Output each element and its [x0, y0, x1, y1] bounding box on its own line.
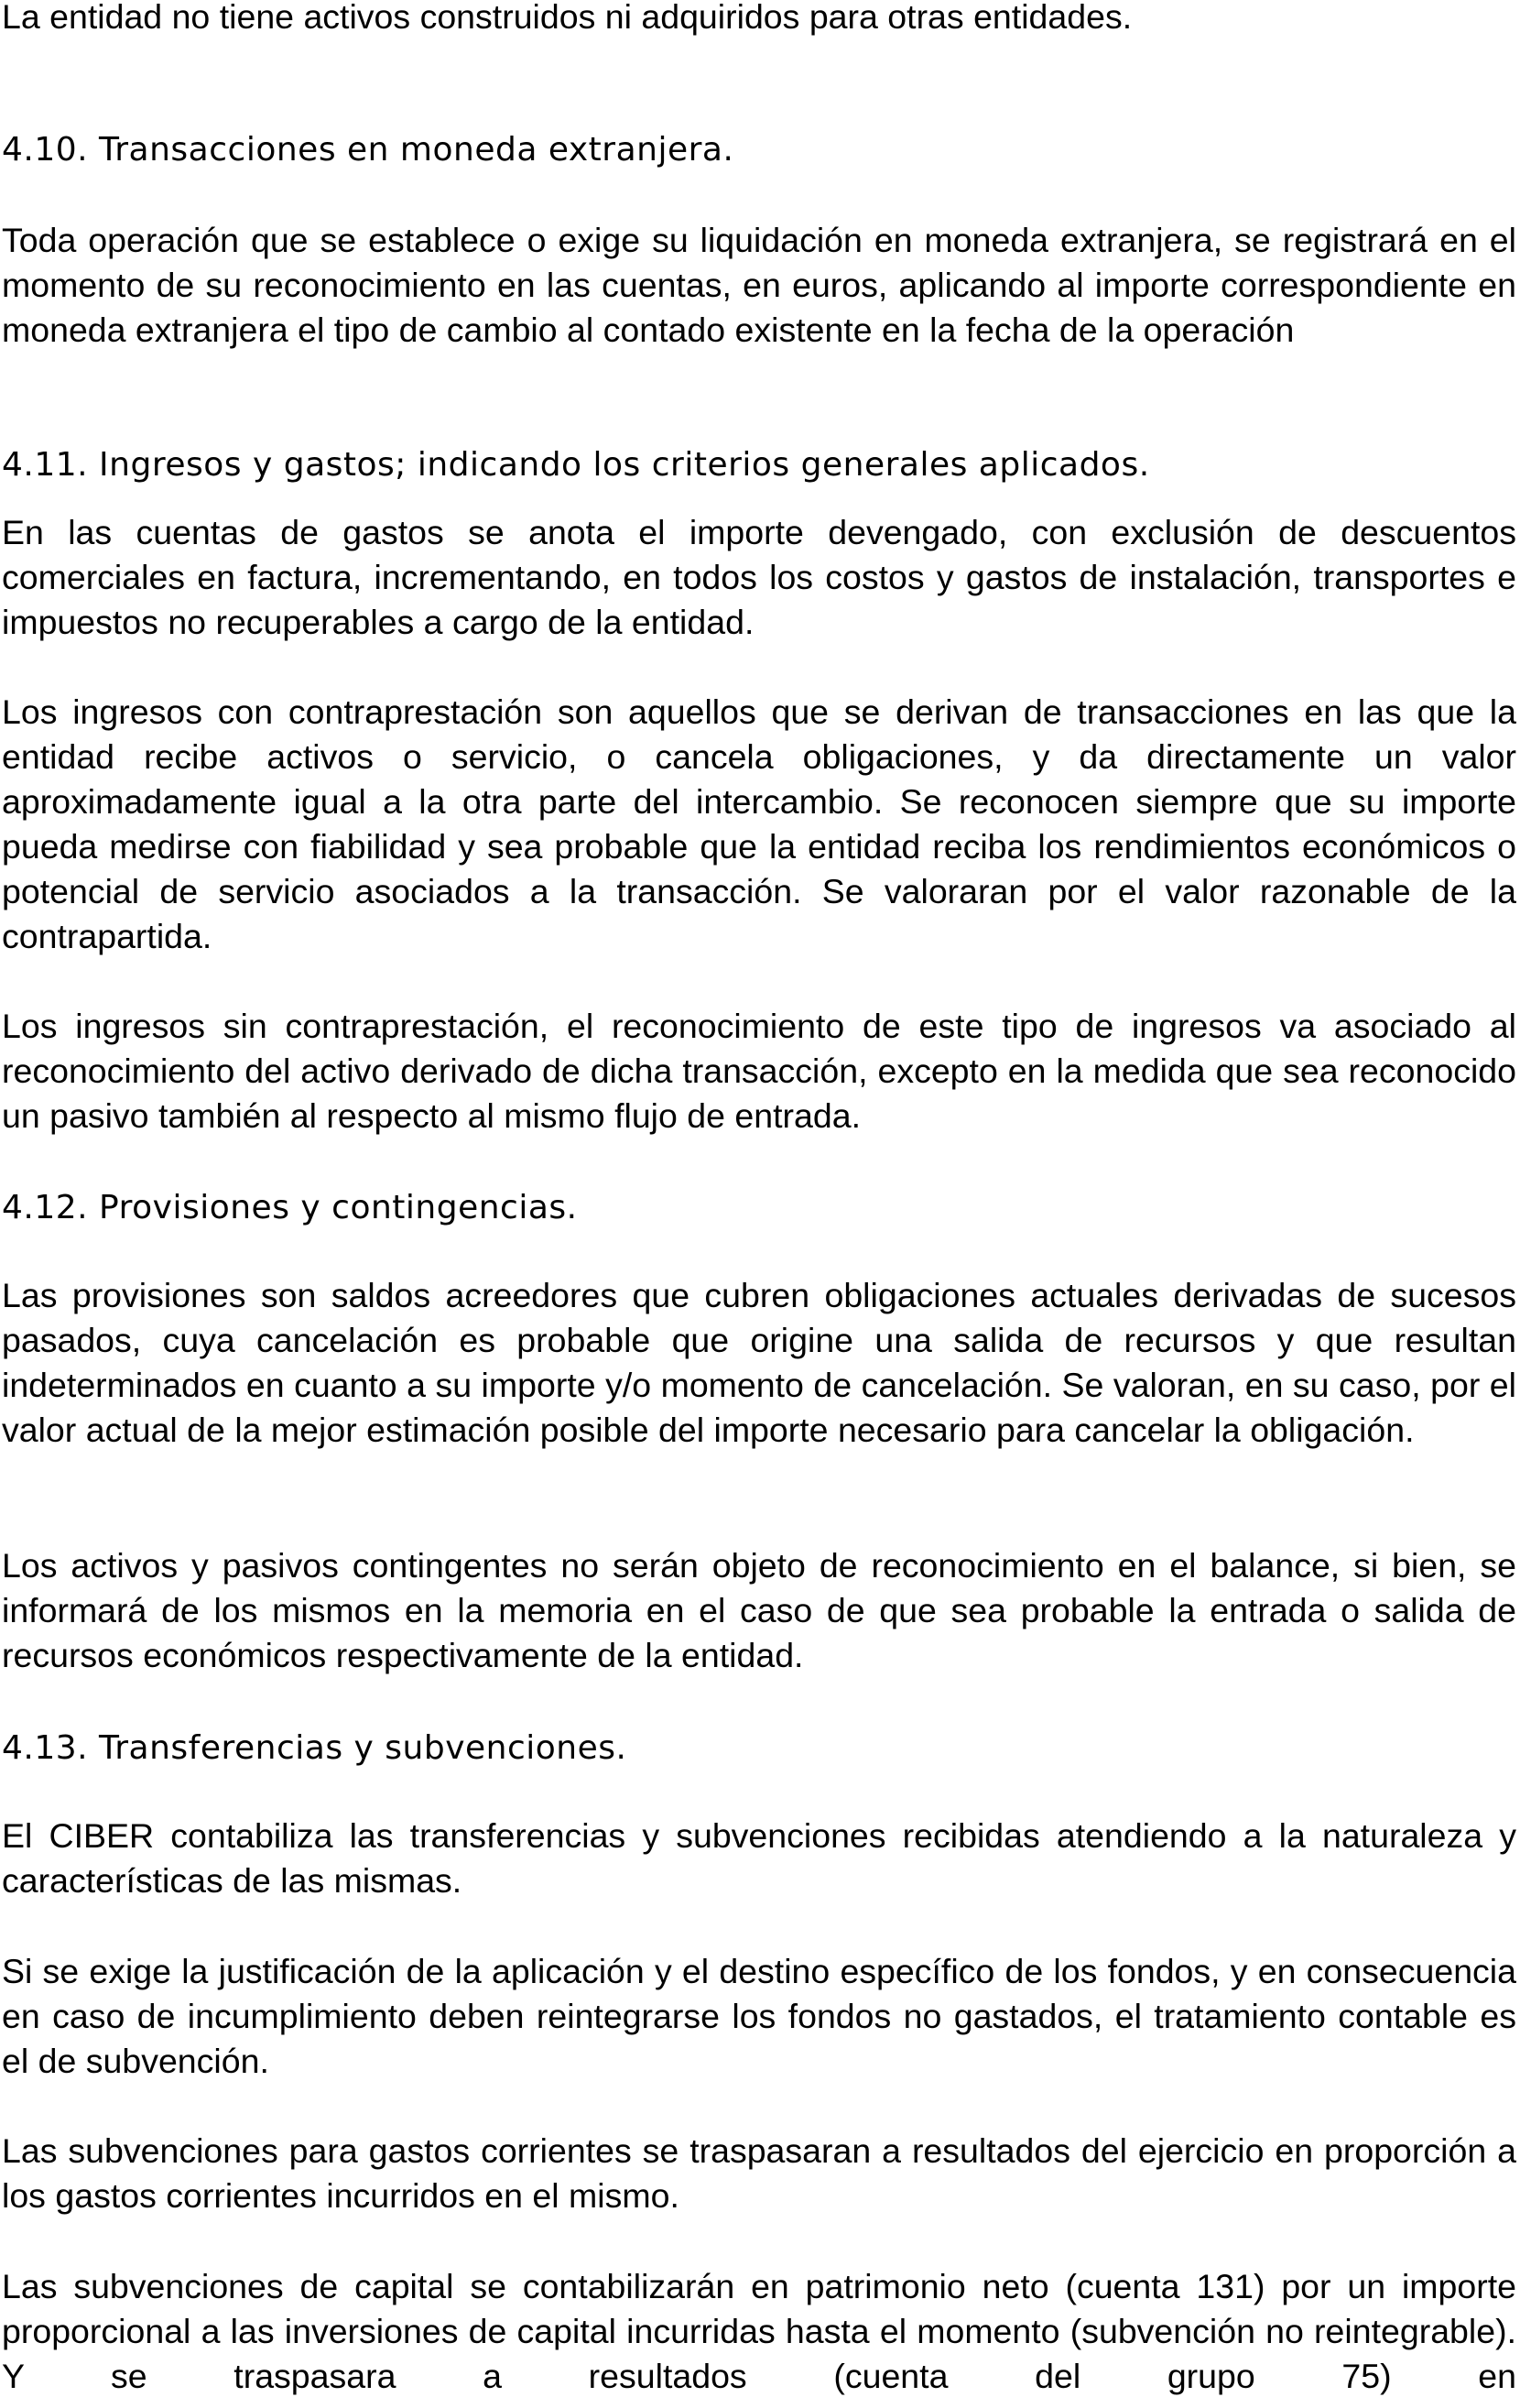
- section-heading-4-11: 4.11. Ingresos y gastos; indicando los criterios generales aplicados.: [2, 446, 1150, 484]
- section-heading-4-12: 4.12. Provisiones y contingencias.: [2, 1189, 578, 1226]
- paragraph-4-12-2: Los activos y pasivos contingentes no serán objeto de reconocimiento en el balance, si bien, se informará de los mismos en la memoria en el caso de que sea probable la entrada o salida de recursos económicos respectivamente de la entidad.: [2, 1546, 1516, 1674]
- section-heading-4-13: 4.13. Transferencias y subvenciones.: [2, 1729, 627, 1767]
- paragraph-4-12-1: Las provisiones son saldos acreedores que cubren obligaciones actuales derivadas de sucesos pasados, cuya cancelación es probable que origine una salida de recursos y que resultan indeterminados en cuanto a su importe y/o momento de cancelación. Se valoran, en su caso, por el valor actual de la mejor estimación posible del importe necesario para cancelar la obligación.: [2, 1276, 1516, 1449]
- paragraph-4-13-1: El CIBER contabiliza las transferencias y subvenciones recibidas atendiendo a la naturaleza y características de las mismas.: [2, 1816, 1516, 1900]
- section-heading-4-10: 4.10. Transacciones en moneda extranjera.: [2, 131, 734, 169]
- paragraph-4-13-4: Las subvenciones de capital se contabilizarán en patrimonio neto (cuenta 131) por un importe proporcional a las inversiones de capital incurridas hasta el momento (subvención no reintegrable). Y se traspasara a resultados (cuenta del grupo 75) en: [2, 2267, 1516, 2395]
- paragraph-4-10-1: Toda operación que se establece o exige su liquidación en moneda extranjera, se registrará en el momento de su reconocimiento en las cuentas, en euros, aplicando al importe correspondiente en moneda extranjera el tipo de cambio al contado existente en la fecha de la operación: [2, 221, 1516, 349]
- paragraph-4-11-1: En las cuentas de gastos se anota el importe devengado, con exclusión de descuentos comerciales en factura, incrementando, en todos los costos y gastos de instalación, transportes e impuestos no recuperables a cargo de la entidad.: [2, 513, 1516, 641]
- paragraph-4-11-3: Los ingresos sin contraprestación, el reconocimiento de este tipo de ingresos va asociado al reconocimiento del activo derivado de dicha transacción, excepto en la medida que sea reconocido un pasivo también al respecto al mismo flujo de entrada.: [2, 1007, 1516, 1135]
- paragraph-4-13-3: Las subvenciones para gastos corrientes se traspasaran a resultados del ejercicio en proporción a los gastos corrientes incurridos en el mismo.: [2, 2131, 1516, 2215]
- paragraph-4-11-2: Los ingresos con contraprestación son aquellos que se derivan de transacciones en las que la entidad recibe activos o servicio, o cancela obligaciones, y da directamente un valor aproximadamente igual a la otra parte del intercambio. Se reconocen siempre que su importe pueda medirse con fiabilidad y sea probable que la entidad reciba los rendimientos económicos o potencial de servicio asociados a la transacción. Se valoraran por el valor razonable de la contrapartida.: [2, 692, 1516, 955]
- paragraph-4-13-2: Si se exige la justificación de la aplicación y el destino específico de los fondos, y en consecuencia en caso de incumplimiento deben reintegrarse los fondos no gastados, el tratamiento contable es el de subvención.: [2, 1952, 1516, 2080]
- paragraph-intro: La entidad no tiene activos construidos ni adquiridos para otras entidades.: [2, 0, 1133, 36]
